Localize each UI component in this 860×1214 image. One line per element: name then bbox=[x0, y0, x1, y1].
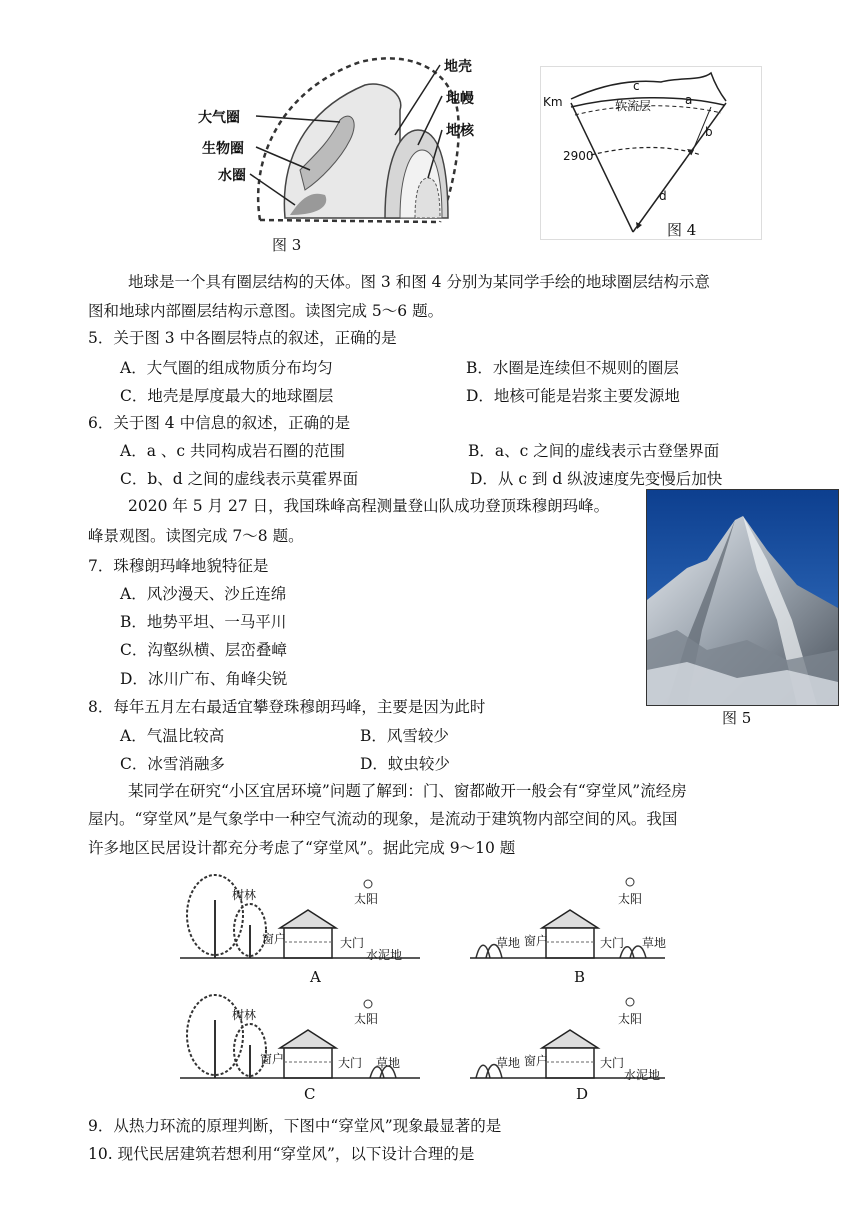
figure-3-caption: 图 3 bbox=[272, 236, 302, 254]
figure-4-caption: 图 4 bbox=[667, 221, 697, 239]
intro-7-8-line2: 峰景观图。读图完成 7～8 题。 bbox=[88, 527, 304, 545]
figure-3-earth-spheres bbox=[190, 50, 500, 255]
q6-stem: 6．关于图 4 中信息的叙述，正确的是 bbox=[88, 414, 351, 432]
label-sun-c: 太阳 bbox=[354, 1012, 379, 1026]
label-grass-c: 草地 bbox=[376, 1056, 401, 1070]
q5-option-d: D．地核可能是岩浆主要发源地 bbox=[466, 387, 680, 405]
label-asthenosphere: 软流层 bbox=[615, 99, 652, 113]
q8-stem: 8．每年五月左右最适宜攀登珠穆朗玛峰，主要是因为此时 bbox=[88, 698, 486, 716]
house-diagram-d bbox=[470, 990, 670, 1085]
everest-mountain-image bbox=[647, 490, 838, 705]
house-label-a: A bbox=[310, 968, 321, 986]
figure-4-interior-layers bbox=[540, 66, 762, 240]
label-trees-c: 树林 bbox=[232, 1008, 257, 1022]
label-cement-d: 水泥地 bbox=[624, 1068, 661, 1082]
label-window-b: 窗户 bbox=[524, 934, 549, 948]
intro-5-6-line1: 地球是一个具有圈层结构的天体。图 3 和图 4 分别为某同学手绘的地球圈层结构示意 bbox=[128, 273, 710, 291]
house-label-d: D bbox=[576, 1085, 589, 1103]
label-door-a: 大门 bbox=[340, 936, 365, 950]
label-crust: 地壳 bbox=[444, 59, 472, 75]
q9-stem: 9．从热力环流的原理判断，下图中“穿堂风”现象最显著的是 bbox=[88, 1117, 502, 1135]
label-c: c bbox=[633, 79, 640, 93]
label-a: a bbox=[685, 93, 693, 107]
house-diagram-c bbox=[180, 990, 430, 1085]
label-window-a: 窗户 bbox=[262, 932, 287, 946]
label-door-d: 大门 bbox=[600, 1056, 625, 1070]
q10-stem: 10. 现代民居建筑若想利用“穿堂风”，以下设计合理的是 bbox=[88, 1145, 475, 1163]
q5-option-a: A．大气圈的组成物质分布均匀 bbox=[120, 359, 333, 377]
label-window-c: 窗户 bbox=[260, 1052, 285, 1066]
label-grass-b-left: 草地 bbox=[496, 936, 521, 950]
label-grass-b-right: 草地 bbox=[642, 936, 667, 950]
label-cement-a: 水泥地 bbox=[366, 948, 403, 962]
q5-option-c: C．地壳是厚度最大的地球圈层 bbox=[120, 387, 334, 405]
house-diagram-a bbox=[180, 870, 430, 965]
q6-option-b: B．a、c 之间的虚线表示古登堡界面 bbox=[468, 442, 720, 460]
label-window-d: 窗户 bbox=[524, 1054, 549, 1068]
house-diagram-b bbox=[470, 870, 670, 965]
intro-9-10-line2: 屋内。“穿堂风”是气象学中一种空气流动的现象，是流动于建筑物内部空间的风。我国 bbox=[88, 810, 678, 828]
label-door-c: 大门 bbox=[338, 1056, 363, 1070]
q6-option-c: C．b、d 之间的虚线表示莫霍界面 bbox=[120, 470, 359, 488]
intro-5-6-line2: 图和地球内部圈层结构示意图。读图完成 5～6 题。 bbox=[88, 302, 444, 320]
label-mantle: 地幔 bbox=[446, 91, 474, 107]
label-sun-b: 太阳 bbox=[618, 892, 643, 906]
q8-option-d: D．蚊虫较少 bbox=[360, 755, 450, 773]
intro-9-10-line3: 许多地区民居设计都充分考虑了“穿堂风”。据此完成 9～10 题 bbox=[88, 839, 516, 857]
label-grass-d: 草地 bbox=[496, 1056, 521, 1070]
label-sun-d: 太阳 bbox=[618, 1012, 643, 1026]
q5-stem: 5．关于图 3 中各圈层特点的叙述，正确的是 bbox=[88, 329, 397, 347]
figure-5-everest-photo bbox=[646, 489, 839, 706]
label-depth-2900: 2900 bbox=[563, 149, 594, 163]
q6-option-a: A．a 、c 共同构成岩石圈的范围 bbox=[120, 442, 345, 460]
q8-option-a: A．气温比较高 bbox=[120, 727, 225, 745]
q7-option-d: D．冰川广布、角峰尖锐 bbox=[120, 670, 288, 688]
label-km: Km bbox=[543, 95, 563, 109]
intro-9-10-line1: 某同学在研究“小区宜居环境”问题了解到：门、窗都敞开一般会有“穿堂风”流经房 bbox=[128, 782, 687, 800]
q8-option-b: B．风雪较少 bbox=[360, 727, 449, 745]
label-d: d bbox=[659, 189, 667, 203]
intro-7-8-line1: 2020 年 5 月 27 日，我国珠峰高程测量登山队成功登顶珠穆朗玛峰。 bbox=[128, 497, 610, 515]
q7-option-a: A．风沙漫天、沙丘连绵 bbox=[120, 585, 287, 603]
label-hydrosphere: 水圈 bbox=[218, 168, 246, 184]
label-door-b: 大门 bbox=[600, 936, 625, 950]
house-label-b: B bbox=[574, 968, 586, 986]
q5-option-b: B．水圈是连续但不规则的圈层 bbox=[466, 359, 679, 377]
label-sun-a: 太阳 bbox=[354, 892, 379, 906]
q7-option-b: B．地势平坦、一马平川 bbox=[120, 613, 287, 631]
q6-option-d: D．从 c 到 d 纵波速度先变慢后加快 bbox=[470, 470, 723, 488]
label-trees-a: 树林 bbox=[232, 888, 257, 902]
label-biosphere: 生物圈 bbox=[202, 141, 244, 157]
figure-5-caption: 图 5 bbox=[722, 709, 752, 727]
label-b: b bbox=[705, 125, 713, 139]
label-atmosphere: 大气圈 bbox=[198, 110, 240, 126]
q8-option-c: C．冰雪消融多 bbox=[120, 755, 225, 773]
q7-option-c: C．沟壑纵横、层峦叠嶂 bbox=[120, 641, 287, 659]
house-label-c: C bbox=[304, 1085, 316, 1103]
q7-stem: 7．珠穆朗玛峰地貌特征是 bbox=[88, 557, 269, 575]
label-core: 地核 bbox=[446, 123, 474, 139]
